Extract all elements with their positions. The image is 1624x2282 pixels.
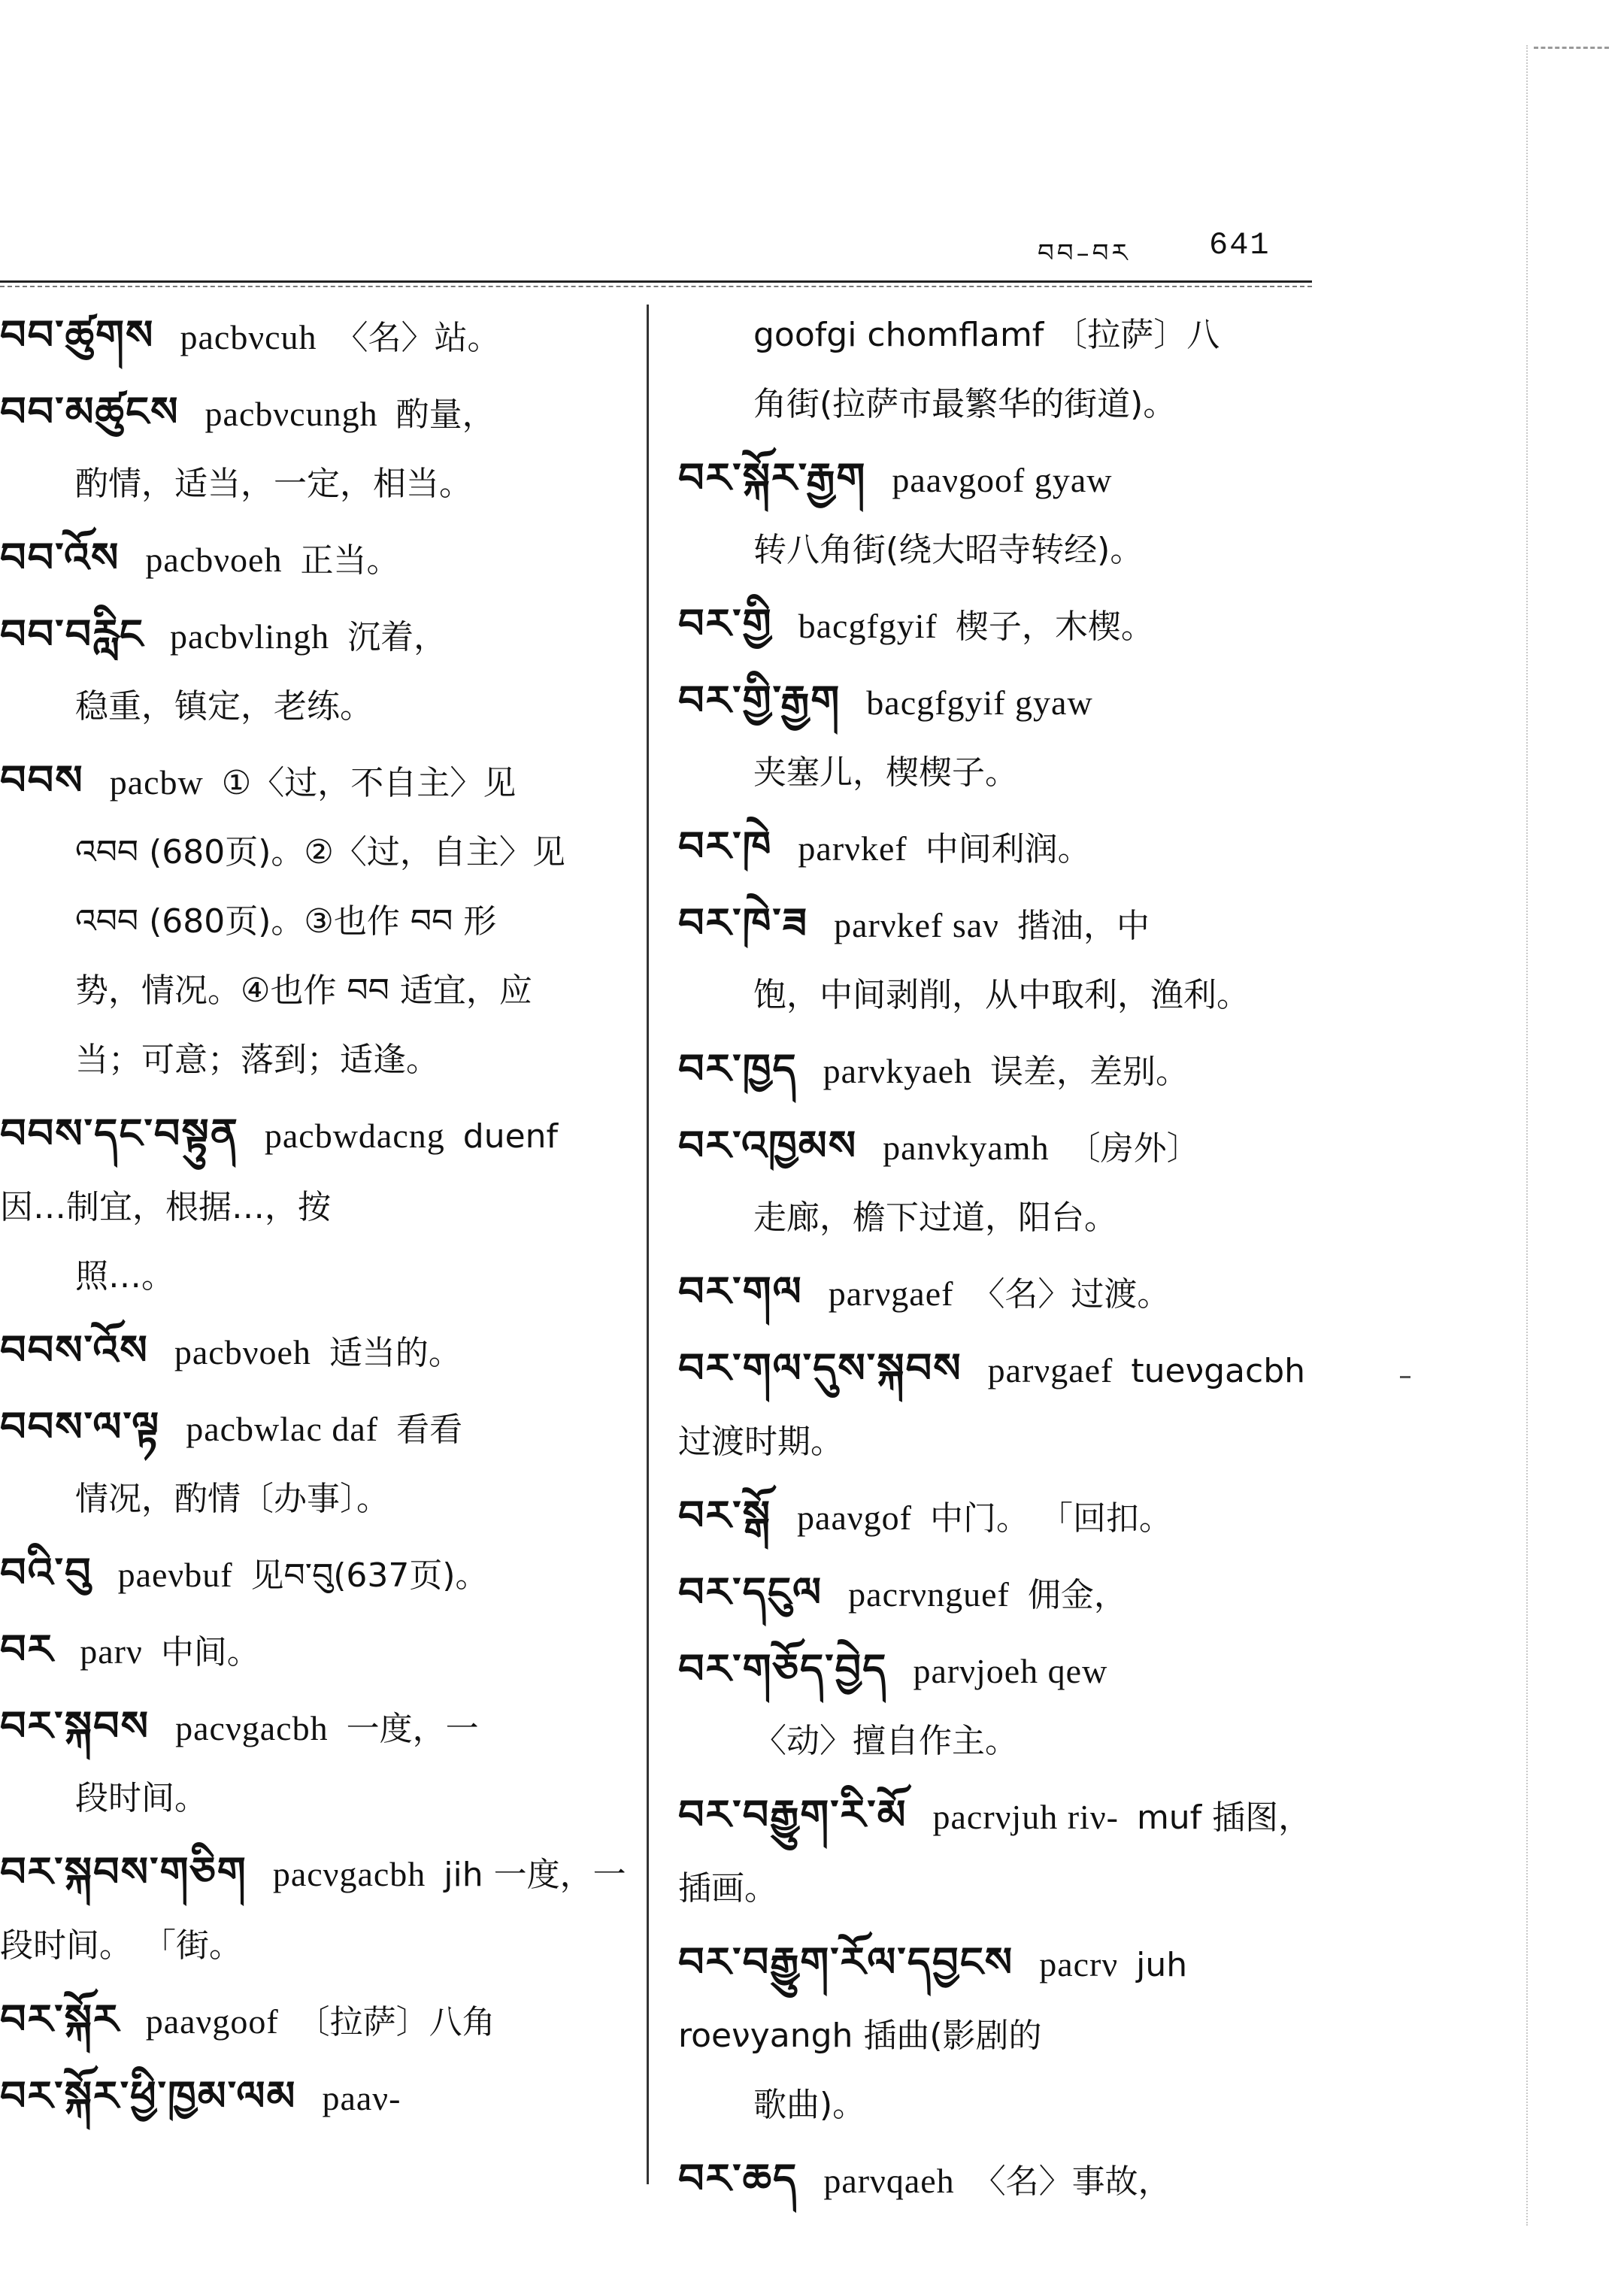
headword-tibetan: བར་ཁེ་ཟ: [678, 899, 809, 947]
definition-text: 揩油，中: [1017, 907, 1150, 945]
definition-text: 楔子，木楔。: [955, 608, 1154, 646]
entry-headline: [0, 1393, 628, 1465]
entry-headline: [0, 1692, 628, 1764]
dictionary-entry: [0, 746, 628, 1095]
definition-continuation: 酌情，适当，一定，相当。: [75, 465, 472, 503]
headword-tibetan: བབ་ཚུགས: [0, 311, 155, 359]
definition-continuation: 走廊，檐下过道，阳台。: [753, 1199, 1117, 1237]
entry-headline: [0, 1316, 628, 1388]
dictionary-entry: [0, 523, 628, 596]
entry-headline: [0, 1838, 628, 1980]
definition-text: 佣金，: [1027, 1576, 1127, 1614]
romanization: pacbwdacng: [264, 1117, 445, 1155]
dictionary-entry: [678, 1780, 1312, 1923]
entry-headline: [678, 1928, 1312, 2071]
definition-continuation: 情况，酌情〔办事〕。: [75, 1480, 389, 1518]
romanization: pacbνcuh: [180, 318, 317, 356]
dictionary-entry: [678, 1635, 1312, 1776]
headword-tibetan: བར་སྐོར: [0, 1996, 120, 2043]
headword-tibetan: བར་དངུལ: [678, 1568, 823, 1616]
dictionary-entry: [0, 1316, 628, 1388]
definition-text: 一度，一: [346, 1710, 479, 1748]
romanization: pacbνcungh: [205, 395, 378, 433]
romanization: pacbνoeh: [174, 1333, 311, 1371]
headword-tibetan: བར་གལ: [678, 1268, 803, 1315]
romanization: pacνgacbh: [272, 1855, 426, 1893]
running-header-tibetan: བབ–བར: [1038, 238, 1131, 268]
definition-text: 〈名〉过渡。: [971, 1275, 1171, 1314]
romanization: pacbνlingh: [169, 617, 330, 656]
dictionary-entry: [0, 1838, 628, 1980]
header-rule: [0, 280, 1312, 283]
right-margin-noise: [1526, 45, 1580, 2226]
right-column: [678, 301, 1312, 2221]
dictionary-entry: [0, 1985, 628, 2057]
dictionary-entry: [0, 600, 628, 741]
romanization: parνgaef: [828, 1274, 954, 1313]
dictionary-entry: [678, 889, 1312, 1030]
headword-tibetan: བར་གྱི་རྒྱག: [678, 677, 841, 724]
entry-headline: [0, 523, 628, 596]
romanization: pacbwlac daf: [186, 1410, 379, 1448]
column-divider: [647, 305, 649, 2184]
entry-headline: [678, 444, 1312, 516]
headword-tibetan: བབས་འོས: [0, 1326, 149, 1374]
entry-headline: [0, 1099, 628, 1242]
headword-tibetan: བར་ཁྱད: [678, 1045, 798, 1093]
dictionary-entry: [678, 2144, 1312, 2217]
definition-text: 〔拉萨〕八角: [296, 2003, 495, 2041]
definition-continuation: 段时间。: [75, 1779, 208, 1817]
dictionary-entry: [0, 301, 628, 373]
romanization: parνgaef: [987, 1351, 1113, 1390]
dictionary-entry: [678, 1334, 1312, 1477]
entry-headline: [678, 812, 1312, 884]
entry-headline: [678, 889, 1312, 961]
romanization: paeνbuf: [117, 1556, 233, 1594]
page-number: 641: [1209, 227, 1271, 263]
headword-tibetan: བར: [0, 1626, 55, 1673]
headword-tibetan: བར་འཁྱམས: [678, 1122, 858, 1169]
entry-headline: [0, 600, 628, 672]
definition-text: 正当。: [300, 541, 400, 580]
dictionary-entry: [0, 1692, 628, 1833]
dictionary-entry: [678, 1257, 1312, 1329]
entry-headline: [678, 2144, 1312, 2217]
definition-text: juh roeνyangh 插曲(影剧的: [678, 1946, 1188, 2055]
definition-text: 沉着，: [347, 618, 447, 656]
romanization: parνkyaeh: [823, 1052, 973, 1090]
definition-text: tueνgacbh 过渡时期。: [678, 1352, 1306, 1461]
definition-continuation: 稳重，镇定，老练。: [75, 687, 373, 726]
headword-tibetan: བབས: [0, 756, 84, 804]
definition-continuation: འབབ (680页)。③也作 བབ 形: [75, 902, 497, 941]
dictionary-entry: [0, 377, 628, 519]
headword-tibetan: བར་སྐོར་ཕྱི་ཁྱམ་ལམ: [0, 2072, 297, 2120]
romanization: paaν-: [322, 2079, 401, 2117]
headword-tibetan: བར་གྱི: [678, 600, 773, 647]
dictionary-entry: [0, 1538, 628, 1611]
definition-text: 中门。 「回扣。: [930, 1499, 1172, 1538]
entry-headline: [678, 666, 1312, 738]
entry-headline: [0, 1615, 628, 1687]
definition-text: 看看: [396, 1411, 463, 1449]
dictionary-entry: [678, 444, 1312, 585]
romanization: parνkef saν: [834, 906, 999, 944]
dictionary-entry: [678, 301, 1312, 439]
dictionary-entry: [678, 812, 1312, 884]
romanization: pacrν: [1039, 1945, 1119, 1983]
entry-headline: [678, 1111, 1312, 1183]
entry-headline: [678, 1558, 1312, 1630]
romanization: parνkef: [798, 829, 907, 868]
definition-text: 酌量，: [395, 395, 495, 434]
romanization: bacgfgyif: [798, 607, 938, 645]
headword-tibetan: བར་བརྒྱུག་རི་མོ: [678, 1791, 907, 1838]
definition-continuation: 转八角街(绕大昭寺转经)。: [753, 531, 1144, 569]
dictionary-entry: [0, 2062, 628, 2133]
romanization: paaνgoof gyaw: [892, 461, 1113, 499]
definition-text: jih 一度，一段时间。 「街。: [0, 1856, 626, 1965]
entry-headline: [0, 301, 628, 373]
romanization: panνkyamh: [883, 1129, 1050, 1167]
entry-headline: [678, 589, 1312, 662]
definition-text: 中间。: [160, 1633, 260, 1671]
dictionary-entry: [678, 666, 1312, 808]
headword-tibetan: བར་བརྒྱུག་རོལ་དབྱངས: [678, 1938, 1014, 1986]
headword-tibetan: བར་སྐབས: [0, 1702, 150, 1750]
entry-headline: [678, 1257, 1312, 1329]
entry-headline: [0, 746, 628, 818]
definition-continuation: 角街(拉萨市最繁华的街道)。: [753, 385, 1177, 423]
entry-headline: [678, 1334, 1312, 1477]
definition-text: duenf 因…制宜，根据…，按: [0, 1117, 559, 1226]
dictionary-entry: [0, 1615, 628, 1687]
romanization: bacgfgyif gyaw: [866, 683, 1093, 722]
entry-headline: [0, 1985, 628, 2057]
definition-text: muf 插图，插画。: [678, 1799, 1312, 1908]
left-column: [0, 301, 628, 2138]
dictionary-entry: [678, 1928, 1312, 2140]
headword-tibetan: བབས་ལ་ལྟ: [0, 1403, 161, 1450]
definition-continuation: 照…。: [75, 1257, 174, 1296]
definition-text: 〈名〉事故，: [972, 2162, 1171, 2201]
headword-tibetan: བབ་འོས: [0, 534, 120, 581]
definition-continuation: 歌曲)。: [753, 2086, 866, 2124]
definition-continuation: 夹塞儿，楔楔子。: [753, 753, 1018, 792]
definition-continuation: འབབ (680页)。②〈过，自主〉见: [75, 833, 565, 871]
definition-text: 适当的。: [329, 1334, 462, 1372]
definition-text: ①〈过，不自主〉见: [221, 764, 517, 802]
romanization: paaνgof: [797, 1499, 912, 1537]
headword-tibetan: བར་ཆད: [678, 2155, 798, 2202]
headword-tibetan: བར་གཅོད་བྱེད: [678, 1645, 888, 1693]
definition-continuation: 〈动〉擅自作主。: [753, 1722, 1018, 1760]
headword-tibetan: བར་སྐོར་རྒྱག: [678, 454, 867, 502]
entry-headline: [678, 1481, 1312, 1553]
definition-text: 见བ་བུ(637页)。: [250, 1556, 489, 1595]
entry-headline: [0, 1538, 628, 1611]
romanization: parνjoeh qew: [913, 1652, 1108, 1690]
romanization: pacrνnguef: [848, 1575, 1010, 1614]
dictionary-entry: [678, 1035, 1312, 1107]
entry-headline: [0, 2062, 628, 2133]
definition-text: 〈名〉站。: [335, 319, 501, 357]
romanization: pacbνoeh: [145, 541, 283, 579]
dictionary-entry: [678, 1481, 1312, 1553]
headword-tibetan: བབས་དང་བསྟུན: [0, 1110, 239, 1157]
dictionary-entry: [678, 1558, 1312, 1630]
headword-tibetan: བར་སྒོ: [678, 1492, 772, 1539]
dictionary-entry: [0, 1099, 628, 1311]
romanization: pacrνjuh riν-: [932, 1798, 1119, 1836]
romanization: pacbw: [109, 763, 204, 802]
headword-tibetan: བབ་བརླིང: [0, 611, 144, 658]
headword-tibetan: བའི་བུ: [0, 1549, 92, 1596]
romanization: paaνgoof: [145, 2002, 279, 2041]
romanization: pacνgacbh: [175, 1709, 329, 1747]
headword-tibetan: བར་ཁེ: [678, 823, 773, 870]
dictionary-entry: [678, 589, 1312, 662]
definition-text: 中间利润。: [925, 830, 1091, 868]
romanization: parν: [80, 1632, 143, 1671]
definition-continuation: goofgi chomflamf 〔拉萨〕八: [753, 316, 1220, 354]
headword-tibetan: བར་སྐབས་གཅིག: [0, 1848, 247, 1896]
entry-headline: [678, 1635, 1312, 1707]
headword-tibetan: བར་གལ་དུས་སྐབས: [678, 1344, 962, 1392]
entry-headline: [0, 377, 628, 450]
romanization: parνqaeh: [823, 2162, 955, 2200]
margin-mark: [1400, 1376, 1410, 1378]
definition-continuation: 势，情况。④也作 བབ 适宜，应: [75, 971, 532, 1010]
definition-continuation: 当；可意；落到；适逢。: [75, 1041, 439, 1079]
dictionary-entry: [678, 1111, 1312, 1253]
headword-tibetan: བབ་མཚུངས: [0, 388, 180, 435]
definition-text: 〔房外〕: [1067, 1129, 1200, 1168]
definition-continuation: 饱，中间剥削，从中取利，渔利。: [753, 976, 1250, 1014]
entry-headline: [678, 1035, 1312, 1107]
definition-text: 误差，差别。: [990, 1053, 1189, 1091]
dictionary-entry: [0, 1393, 628, 1534]
entry-headline: [678, 1780, 1312, 1923]
